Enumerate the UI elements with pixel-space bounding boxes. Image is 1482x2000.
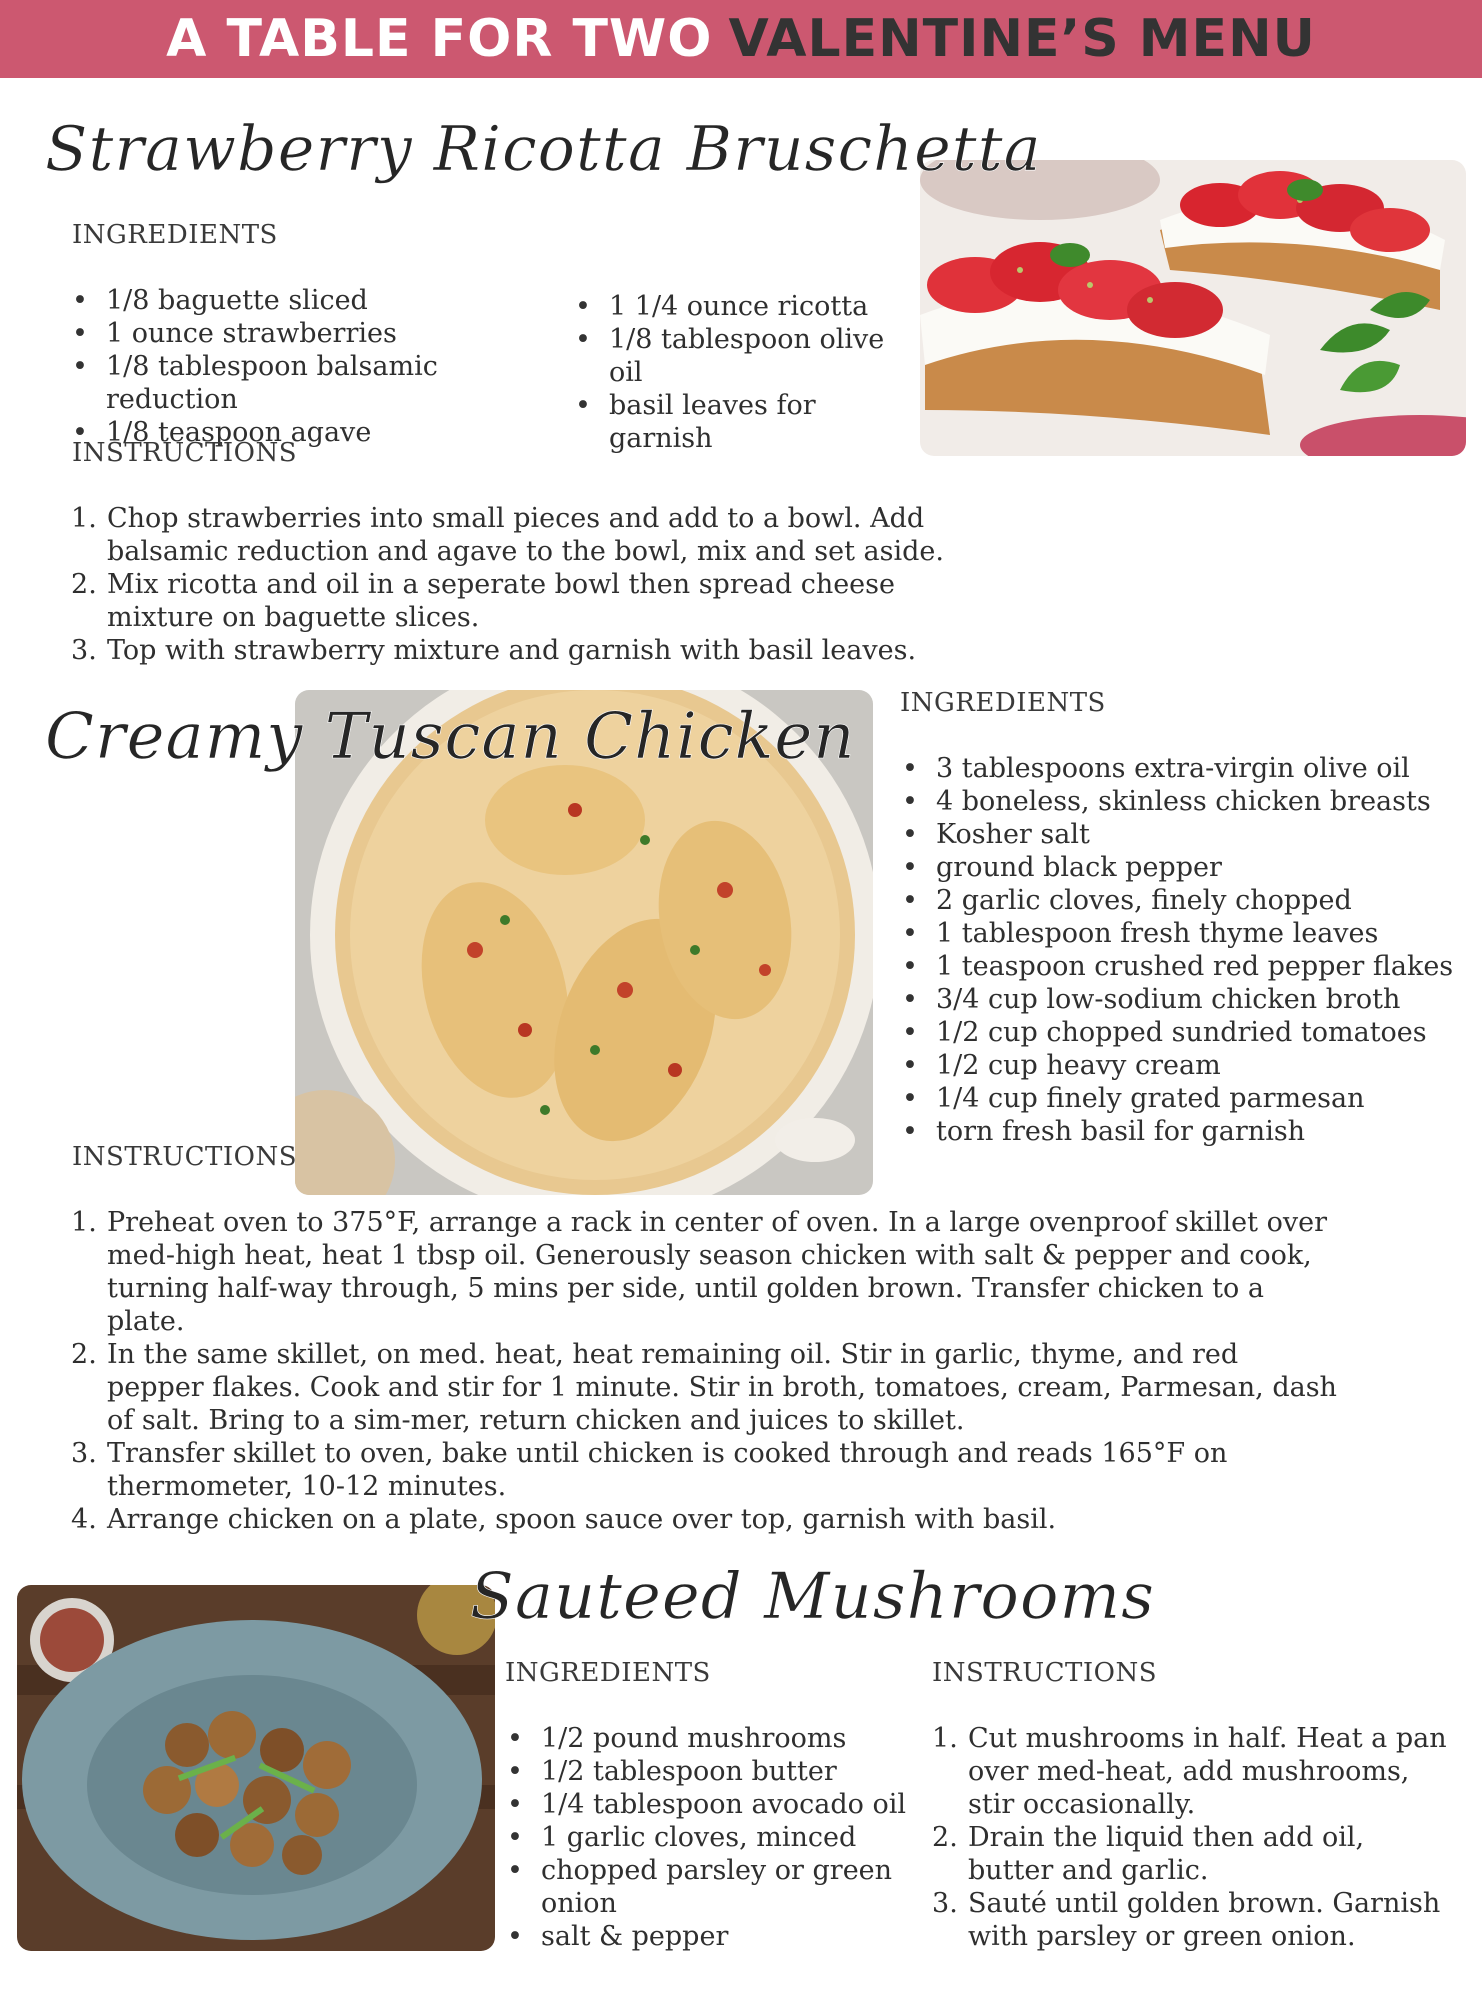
ingredient-item: • 1/2 cup chopped sundried tomatoes xyxy=(900,1016,1460,1049)
ingredient-item: • 1/2 cup heavy cream xyxy=(900,1049,1460,1082)
instruction-step: Top with strawberry mixture and garnish with basil leaves. xyxy=(107,635,917,666)
bruschetta-photo xyxy=(920,160,1466,456)
bruschetta-ingredients-left xyxy=(70,284,570,449)
mushrooms-photo xyxy=(17,1585,495,1951)
ingredient-item: • 1/8 tablespoon olive oil xyxy=(573,323,913,389)
instruction-step: In the same skillet, on med. heat, heat remaining oil. Stir in garlic, thyme, and red pepper flakes. Cook and stir for 1 minute. Stir in broth, tomatoes, cream, Parmesan, dash of salt. Bring to a sim-mer, return chicken and juices to skillet. xyxy=(107,1339,1337,1436)
ingredient-item: • 1/4 cup finely grated parmesan xyxy=(900,1082,1460,1115)
ingredient-item: • Kosher salt xyxy=(900,818,1460,851)
instruction-step: Preheat oven to 375°F, arrange a rack in center of oven. In a large ovenproof skillet over med-high heat, heat 1 tbsp oil. Generously season chicken with salt & pepper and cook, turning half-way through, 5 mins per side, until golden brown. Transfer chicken to a plate. xyxy=(107,1207,1327,1337)
ingredient-item: • salt & pepper xyxy=(505,1920,915,1953)
ingredient-item: • 3 tablespoons extra-virgin olive oil xyxy=(900,752,1460,785)
bruschetta-ingredients-heading: INGREDIENTS xyxy=(72,220,278,250)
ingredient-item: • 1/2 tablespoon butter xyxy=(505,1755,915,1788)
ingredient-item: • 1 1/4 ounce ricotta xyxy=(573,290,913,323)
chicken-ingredients-heading: INGREDIENTS xyxy=(900,688,1106,718)
chicken-instructions xyxy=(71,1206,1341,1536)
ingredient-item: • 1 tablespoon fresh thyme leaves xyxy=(900,917,1460,950)
banner-title-part2: VALENTINE’S MENU xyxy=(728,9,1316,69)
ingredient-item: • chopped parsley or green onion xyxy=(505,1854,915,1920)
menu-banner xyxy=(0,0,1482,78)
ingredient-item: • 1/4 tablespoon avocado oil xyxy=(505,1788,915,1821)
mushrooms-instructions xyxy=(932,1722,1452,1953)
ingredient-item: • 1/8 baguette sliced xyxy=(70,284,570,317)
ingredient-item: • 1/2 pound mushrooms xyxy=(505,1722,915,1755)
mushrooms-title: Sauteed Mushrooms xyxy=(470,1560,1155,1634)
ingredient-item: • 1/8 tablespoon balsamic reduction xyxy=(70,350,570,416)
ingredient-item: • 1/8 teaspoon agave xyxy=(70,416,570,449)
instruction-step: Cut mushrooms in half. Heat a pan over med-heat, add mushrooms, stir occasionally. xyxy=(968,1723,1447,1820)
instruction-step: Mix ricotta and oil in a seperate bowl then spread cheese mixture on baguette slices. xyxy=(107,569,895,633)
ingredient-item: • 2 garlic cloves, finely chopped xyxy=(900,884,1460,917)
instruction-step: Drain the liquid then add oil, butter and garlic. xyxy=(968,1822,1365,1886)
ingredient-item: • 1 teaspoon crushed red pepper flakes xyxy=(900,950,1460,983)
banner-title-part1: A TABLE FOR TWO xyxy=(166,9,713,69)
ingredient-item: • torn fresh basil for garnish xyxy=(900,1115,1460,1148)
instruction-step: Arrange chicken on a plate, spoon sauce over top, garnish with basil. xyxy=(107,1504,1057,1535)
chicken-ingredients xyxy=(900,752,1460,1148)
chicken-instructions-heading: INSTRUCTIONS xyxy=(72,1142,298,1172)
bruschetta-instructions-heading: INSTRUCTIONS xyxy=(72,438,298,468)
ingredient-item: • ground black pepper xyxy=(900,851,1460,884)
ingredient-item: • 3/4 cup low-sodium chicken broth xyxy=(900,983,1460,1016)
ingredient-item: • 1 garlic cloves, minced xyxy=(505,1821,915,1854)
mushrooms-instructions-heading: INSTRUCTIONS xyxy=(932,1658,1158,1688)
mushrooms-ingredients-heading: INGREDIENTS xyxy=(505,1658,711,1688)
instruction-step: Transfer skillet to oven, bake until chicken is cooked through and reads 165°F on thermometer, 10-12 minutes. xyxy=(107,1438,1228,1502)
ingredient-item: • basil leaves for garnish xyxy=(573,389,913,455)
bruschetta-title: Strawberry Ricotta Bruschetta xyxy=(45,112,1042,185)
instruction-step: Sauté until golden brown. Garnish with parsley or green onion. xyxy=(968,1888,1441,1952)
instruction-step: Chop strawberries into small pieces and add to a bowl. Add balsamic reduction and agave to the bowl, mix and set aside. xyxy=(107,503,944,567)
mushrooms-ingredients xyxy=(505,1722,915,1953)
bruschetta-instructions xyxy=(71,502,971,667)
bruschetta-ingredients-right xyxy=(573,290,913,455)
chicken-title: Creamy Tuscan Chicken xyxy=(45,700,856,774)
ingredient-item: • 4 boneless, skinless chicken breasts xyxy=(900,785,1460,818)
ingredient-item: • 1 ounce strawberries xyxy=(70,317,570,350)
